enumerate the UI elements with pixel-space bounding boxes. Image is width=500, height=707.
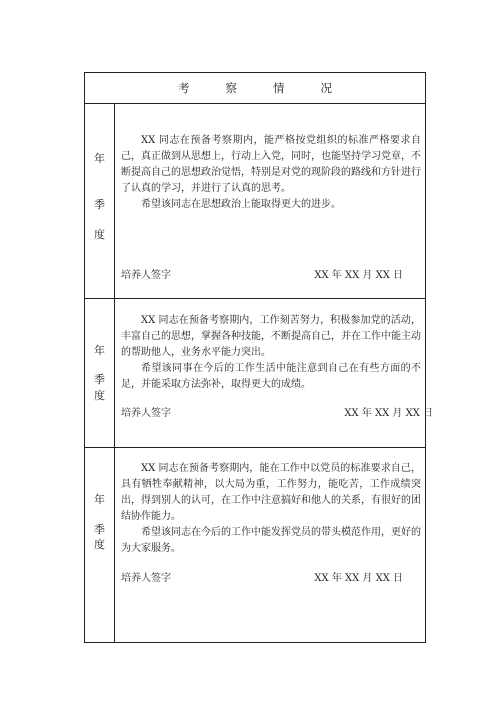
side-char: 年 bbox=[94, 493, 105, 506]
paragraph: XX 同志在预备考察期内，能严格按党组织的标准严格要求自己，真正做到从思想上，行动上入党，同时，也能坚持学习党章，不断提高自己的思想政治觉悟，特别是对党的现阶段的路线和方针进行了认真的学习，并进行了认真的思考。 bbox=[121, 135, 421, 194]
signature-label: 培养人签字 bbox=[121, 270, 171, 281]
quarter-label bbox=[85, 103, 114, 298]
paragraph: 希望该同志在今后的工作中能发挥党员的带头模范作用，更好的为大家服务。 bbox=[121, 527, 421, 554]
row-divider bbox=[85, 298, 425, 299]
signature-row bbox=[121, 404, 433, 419]
paragraph: 希望该同志在思想政治上能取得更大的进步。 bbox=[141, 199, 341, 210]
row-divider bbox=[85, 103, 425, 104]
column-divider bbox=[114, 103, 115, 642]
signature-label: 培养人签字 bbox=[121, 573, 171, 584]
title-char: 察 bbox=[225, 81, 237, 95]
signature-row bbox=[121, 266, 403, 281]
side-char: 度 bbox=[94, 538, 105, 551]
side-char: 年 bbox=[94, 152, 105, 165]
side-char: 度 bbox=[94, 389, 105, 402]
signature-date: XX 年 XX 月 XX 日 bbox=[314, 270, 403, 281]
side-char: 季 bbox=[94, 523, 105, 536]
quarter-label bbox=[85, 447, 114, 644]
side-char: 季 bbox=[94, 373, 105, 386]
signature-label: 培养人签字 bbox=[121, 408, 171, 419]
title-char: 况 bbox=[320, 81, 332, 95]
signature-date: XX 年 XX 月 XX 日 bbox=[344, 408, 433, 419]
table-header-title bbox=[85, 73, 425, 103]
assessment-text bbox=[121, 133, 421, 213]
side-char: 度 bbox=[94, 228, 105, 241]
signature-row bbox=[121, 569, 403, 584]
title-char: 情 bbox=[273, 81, 285, 95]
paragraph: XX 同志在预备考察期内，能在工作中以党员的标准要求自己，具有牺牲奉献精神，以大局为重，工作努力，能吃苦，工作成绩突出，得到别人的认可，在工作中注意搞好和他人的关系，有很好的团结协作能力。 bbox=[121, 463, 421, 522]
row-divider bbox=[85, 447, 425, 448]
paragraph: 希望该同事在今后的工作生活中能注意到自己在有些方面的不足，并能采取方法弥补，取得更大的成绩。 bbox=[121, 363, 421, 390]
assessment-text bbox=[121, 461, 421, 557]
side-char: 年 bbox=[94, 344, 105, 357]
side-char: 季 bbox=[94, 198, 105, 211]
assessment-text bbox=[121, 313, 421, 393]
quarter-label bbox=[85, 298, 114, 447]
paragraph: XX 同志在预备考察期内，工作刻苦努力，积极参加党的活动，丰富自己的思想，掌握各种技能，不断提高自己，并在工作中能主动的帮助他人，业务水平能力突出。 bbox=[121, 315, 421, 358]
signature-date: XX 年 XX 月 XX 日 bbox=[314, 573, 403, 584]
assessment-table bbox=[84, 72, 433, 643]
title-char: 考 bbox=[178, 81, 190, 95]
